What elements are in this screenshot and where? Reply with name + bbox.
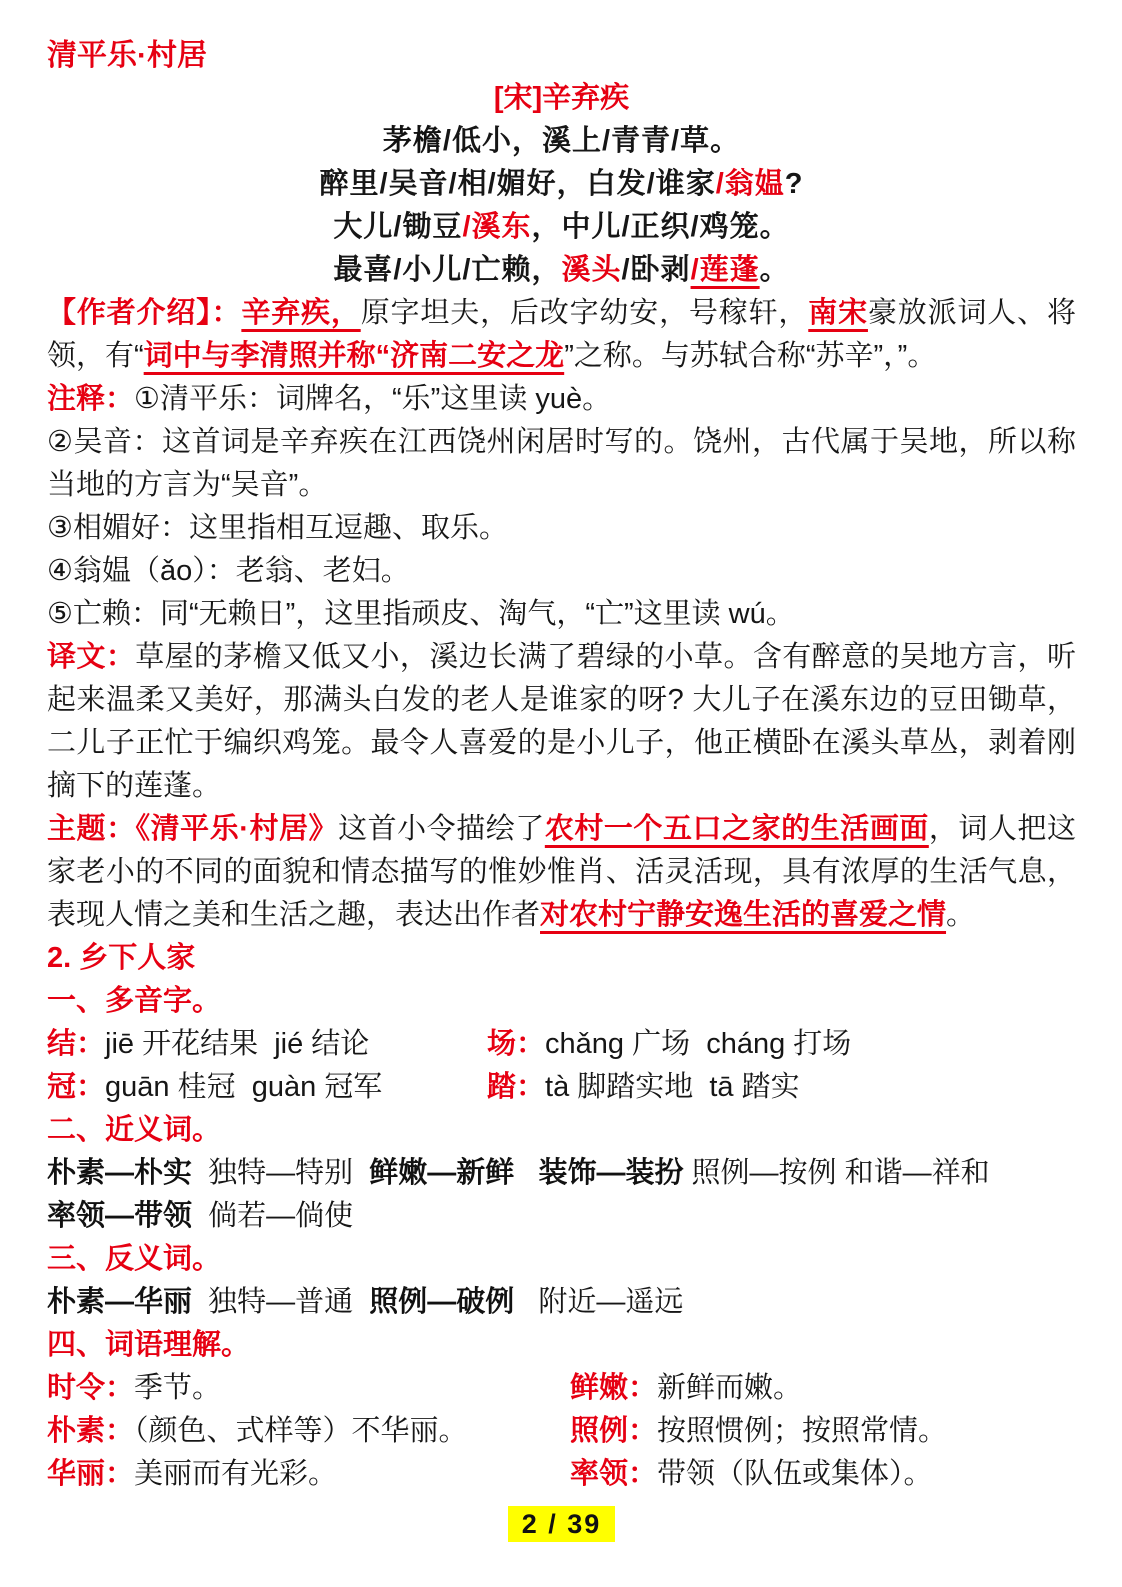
author-intro-paragraph (47, 292, 1076, 378)
text-segment: 鲜嫩—新鲜 (369, 1157, 515, 1189)
doc-title (47, 34, 1076, 77)
text-segment: 朴素： (47, 1415, 135, 1447)
text-segment: 结： (47, 1028, 106, 1060)
definition-row-2 (47, 1410, 1076, 1453)
column-right (487, 1066, 1076, 1109)
text-segment: 二、近义词。 (47, 1114, 222, 1146)
definition-row-3 (47, 1453, 1076, 1496)
text-segment: 装饰—装扮 (538, 1157, 684, 1189)
text-segment: 四、词语理解。 (47, 1329, 251, 1361)
text-segment: ②吴音：这首词是辛弃疾在江西饶州闲居时写的。饶州，古代属于吴地，所以称当地的方言为“吴音”。 (47, 426, 1076, 501)
text-segment: 率领—带领 (47, 1200, 193, 1232)
text-segment: 踏： (487, 1071, 546, 1103)
note-1 (47, 378, 1076, 421)
lesson-2-heading (47, 937, 1076, 980)
column-right (487, 1023, 1076, 1066)
text-segment (514, 1157, 538, 1189)
text-segment: 南宋 (808, 297, 868, 329)
synonyms-line-2 (47, 1195, 1076, 1238)
text-segment: 独特—特别 (192, 1157, 370, 1189)
poem-author (47, 77, 1076, 120)
text-segment: ，词人把这家老小的不同的面貌和情态描写的惟妙惟肖、活灵活现，具有浓厚的生活气息，表现人情之美和生活之趣，表达出作者 (47, 813, 1076, 931)
text-segment: 一、多音字。 (47, 985, 222, 1017)
text-segment: 对农村宁静安逸生活的喜爱之情 (540, 899, 947, 931)
poem-line-1 (47, 120, 1076, 163)
text-segment: ⑤亡赖：同“无赖日”，这里指顽皮、淘气，“亡”这里读 wú。 (47, 598, 795, 630)
text-segment: /莲蓬 (690, 254, 760, 286)
text-segment: 三、反义词。 (47, 1243, 222, 1275)
text-segment: 附近—遥远 (514, 1286, 684, 1318)
section-heading-jinyici (47, 1109, 1076, 1152)
text-segment: 原字坦夫，后改字幼安，号稼轩， (360, 297, 809, 329)
text-segment: 场： (487, 1028, 546, 1060)
text-segment: tà 脚踏实地 tā 踏实 (545, 1071, 800, 1103)
poem-line-4 (47, 249, 1076, 292)
text-segment: ①清平乐：词牌名，“乐”这里读 yuè。 (134, 383, 612, 415)
text-segment: 译文： (47, 641, 136, 673)
text-segment: 朴素—朴实 (47, 1157, 193, 1189)
text-segment: 照例： (570, 1415, 658, 1447)
text-segment: /卧剥 (621, 254, 691, 286)
text-segment: ”之称。与苏轼合称“苏辛”，”。 (564, 340, 937, 372)
text-segment: 大儿/锄豆 (333, 211, 463, 243)
text-segment: jiē 开花结果 jié 结论 (105, 1028, 370, 1060)
text-segment: ③相媚好：这里指相互逗趣、取乐。 (47, 512, 508, 544)
poem-line-3 (47, 206, 1076, 249)
column-left (47, 1453, 570, 1496)
text-segment: ? (784, 168, 804, 200)
translation-paragraph (47, 636, 1076, 808)
synonyms-line-1 (47, 1152, 1076, 1195)
text-segment: 茅檐 (382, 125, 443, 157)
text-segment: 倘若—倘使 (192, 1200, 354, 1232)
column-right (570, 1367, 1076, 1410)
text-segment: 季节。 (134, 1372, 222, 1404)
column-left (47, 1023, 487, 1066)
text-segment: 。 (759, 254, 790, 286)
section-heading-ciyulijie (47, 1324, 1076, 1367)
text-segment: 《清平乐·村居》 (135, 813, 339, 845)
page-indicator: 2 / 39 (508, 1506, 616, 1542)
text-segment: 草屋的茅檐又低又小，溪边长满了碧绿的小草。含有醉意的吴地方言，听起来温柔又美好，那满头白发的老人是谁家的呀? 大儿子在溪东边的豆田锄草，二儿子正忙于编织鸡笼。最令人喜爱的是小儿子，他正横卧在溪头草丛，剥着刚摘下的莲蓬。 (47, 641, 1076, 802)
text-segment: 主题： (47, 813, 136, 845)
text-segment: 照例—按例 和谐—祥和 (683, 1157, 990, 1189)
duoyinzi-row-1 (47, 1023, 1076, 1066)
text-segment: 。 (946, 899, 976, 931)
note-4 (47, 550, 1076, 593)
column-left (47, 1066, 487, 1109)
text-segment: 注释： (47, 383, 135, 415)
text-segment: guān 桂冠 guàn 冠军 (105, 1071, 383, 1103)
text-segment: 带领（队伍或集体）。 (657, 1458, 933, 1490)
text-segment: ，中儿/正织/鸡笼。 (531, 211, 790, 243)
column-right (570, 1453, 1076, 1496)
text-segment: 时令： (47, 1372, 135, 1404)
text-segment: /低小，溪上/青青/草。 (442, 125, 741, 157)
text-segment: 独特—普通 (192, 1286, 370, 1318)
note-2 (47, 421, 1076, 507)
text-segment: 农村一个五口之家的生活画面 (544, 813, 929, 845)
page-footer (47, 1506, 1076, 1542)
theme-paragraph (47, 808, 1076, 937)
definition-row-1 (47, 1367, 1076, 1410)
text-segment: 鲜嫩： (570, 1372, 658, 1404)
column-left (47, 1367, 570, 1410)
doc-body (47, 34, 1076, 1496)
duoyinzi-row-2 (47, 1066, 1076, 1109)
text-segment: 词中与李清照并称“济南二安之龙 (143, 340, 565, 372)
column-left (47, 1410, 570, 1453)
antonyms-line (47, 1281, 1076, 1324)
poem-line-2 (47, 163, 1076, 206)
text-segment: 按照惯例；按照常情。 (657, 1415, 948, 1447)
text-segment: 华丽： (47, 1458, 135, 1490)
text-segment: 新鲜而嫩。 (657, 1372, 803, 1404)
note-5 (47, 593, 1076, 636)
text-segment: 率领： (570, 1458, 658, 1490)
text-segment: 辛弃疾， (241, 297, 361, 329)
text-segment: 照例—破例 (369, 1286, 515, 1318)
text-segment: 豪放派词人、将领，有“ (47, 297, 1076, 372)
text-segment: /翁媪 (715, 168, 785, 200)
section-heading-duoyinzi (47, 980, 1076, 1023)
text-segment: 朴素—华丽 (47, 1286, 193, 1318)
text-segment: 这首小令描绘了 (338, 813, 545, 845)
text-segment: 清平乐·村居 (47, 39, 207, 72)
section-heading-fanyici (47, 1238, 1076, 1281)
note-3 (47, 507, 1076, 550)
text-segment: 最喜/小儿/亡赖， (333, 254, 562, 286)
text-segment: 【作者介绍】： (47, 297, 242, 329)
text-segment: /溪东 (462, 211, 532, 243)
text-segment: 2. 乡下人家 (47, 942, 196, 974)
text-segment: 溪头 (561, 254, 622, 286)
text-segment: 美丽而有光彩。 (134, 1458, 338, 1490)
text-segment: 醉里/吴音/相/媚好，白发/谁家 (319, 168, 716, 200)
text-segment: 冠： (47, 1071, 106, 1103)
text-segment: [宋]辛弃疾 (493, 82, 630, 114)
text-segment: chǎng 广场 cháng 打场 (545, 1028, 852, 1060)
column-right (570, 1410, 1076, 1453)
text-segment: （颜色、式样等）不华丽。 (134, 1415, 468, 1447)
text-segment: ④翁媪（ǎo）：老翁、老妇。 (47, 555, 410, 587)
